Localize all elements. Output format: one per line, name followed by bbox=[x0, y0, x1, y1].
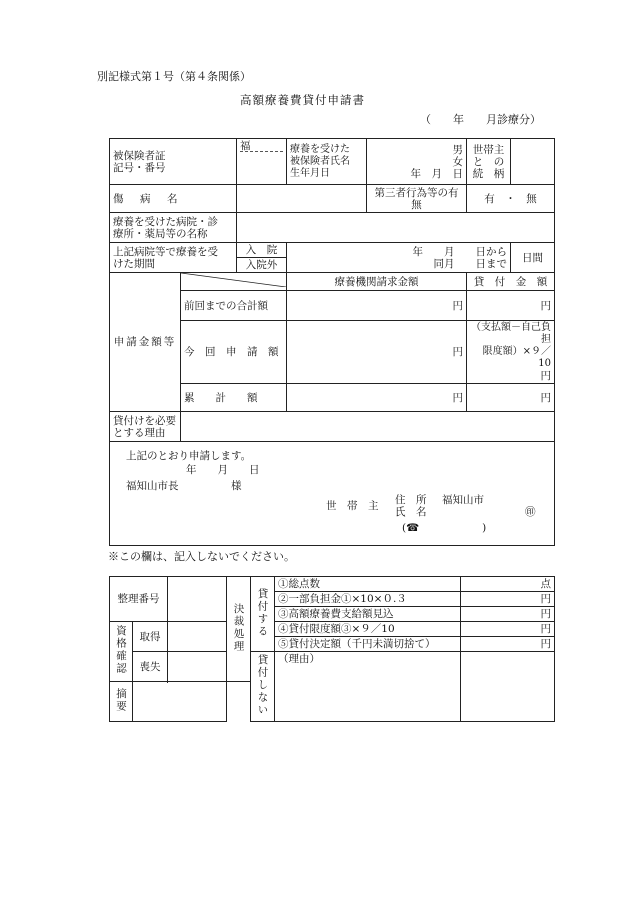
prev-loan-field[interactable]: 円 bbox=[467, 291, 555, 321]
claim-header: 療養機関請求金額 bbox=[287, 273, 467, 291]
page-title: 高額療養費貸付申請書 bbox=[240, 93, 365, 107]
birth-date: 年 月 日 bbox=[410, 167, 463, 180]
apply-date[interactable]: 年 月 日 bbox=[186, 464, 260, 476]
period-note: （ 年 月診療分） bbox=[420, 113, 541, 126]
summary-field[interactable] bbox=[133, 682, 227, 722]
item-value-1[interactable]: 円 bbox=[461, 592, 555, 607]
office-table bbox=[109, 576, 555, 722]
office-reason-label: （理由） bbox=[278, 653, 320, 665]
row-prev-label: 前回までの合計額 bbox=[181, 291, 287, 321]
acquire-label: 取得 bbox=[133, 622, 168, 652]
summary-label: 摘要 bbox=[110, 682, 133, 722]
patient-field[interactable] bbox=[367, 139, 467, 185]
signature-area bbox=[110, 442, 555, 546]
total-claim-field[interactable]: 円 bbox=[287, 384, 467, 412]
name-label: 氏 名 bbox=[395, 506, 427, 518]
outpatient-label: 入院外 bbox=[237, 258, 287, 273]
reason-field[interactable] bbox=[181, 412, 555, 442]
insured-number-field[interactable] bbox=[237, 139, 287, 185]
phone-field[interactable]: (☎ ) bbox=[402, 522, 487, 534]
item-label-2: ③高額療養費支給額見込 bbox=[275, 607, 461, 622]
item-value-0[interactable]: 点 bbox=[461, 577, 555, 592]
period-to: 同月 日まで bbox=[433, 257, 507, 270]
loan-formula: （支払額－自己負担 限度額）×９／10 bbox=[471, 322, 551, 369]
insured-label: 被保険者証 記号・番号 bbox=[110, 139, 237, 185]
relation-label: 世帯主 と の 続 柄 bbox=[467, 139, 511, 185]
item-label-3: ④貸付限度額③×９／10 bbox=[275, 622, 461, 637]
no-lend-label: 貸付しない bbox=[251, 652, 275, 722]
address-field[interactable]: 福知山市 bbox=[442, 494, 484, 506]
reason-cell[interactable] bbox=[275, 652, 461, 722]
third-party-value[interactable]: 有 ・ 無 bbox=[467, 185, 555, 213]
loan-header: 貸 付 金 額 bbox=[467, 273, 555, 291]
diagonal-cell bbox=[181, 273, 287, 291]
mayor-line: 福知山市長 様 bbox=[126, 480, 242, 492]
acquire-field[interactable] bbox=[168, 622, 227, 652]
period-from: 年 月 日から bbox=[412, 245, 507, 258]
apply-text: 上記のとおり申請します。 bbox=[126, 450, 252, 462]
third-party-label: 第三者行為等の有無 bbox=[367, 185, 467, 213]
decision-label: 決裁処理 bbox=[227, 577, 251, 682]
total-loan-field[interactable]: 円 bbox=[467, 384, 555, 412]
item-label-0: ①総点数 bbox=[275, 577, 461, 592]
current-loan-field[interactable]: （支払額－自己負担 限度額）×９／10 円 bbox=[467, 321, 555, 384]
insured-prefix: 福 bbox=[240, 140, 283, 152]
item-value-4[interactable]: 円 bbox=[461, 637, 555, 652]
qualify-label: 資格確認 bbox=[110, 622, 133, 682]
amount-label: 申請金額等 bbox=[110, 273, 181, 412]
period-field[interactable] bbox=[287, 243, 511, 273]
disease-label: 傷 病 名 bbox=[110, 185, 237, 213]
row-current-label: 今 回 申 請 額 bbox=[181, 321, 287, 384]
lend-label: 貸付する bbox=[251, 577, 275, 652]
reason-label: 貸付けを必要 とする理由 bbox=[110, 412, 181, 442]
ref-no-field[interactable] bbox=[168, 577, 227, 622]
patient-label: 療養を受けた 被保険者氏名 生年月日 bbox=[287, 139, 367, 185]
reason-extra-cell[interactable] bbox=[461, 652, 555, 722]
item-label-1: ②一部負担金①×10×０.３ bbox=[275, 592, 461, 607]
application-table bbox=[109, 138, 555, 546]
lose-field[interactable] bbox=[168, 652, 227, 682]
ref-no-label: 整理番号 bbox=[110, 577, 168, 622]
current-claim-field[interactable]: 円 bbox=[287, 321, 467, 384]
row-total-label: 累 計 額 bbox=[181, 384, 287, 412]
lose-label: 喪失 bbox=[133, 652, 168, 682]
item-value-2[interactable]: 円 bbox=[461, 607, 555, 622]
householder-label: 世 帯 主 bbox=[326, 500, 379, 512]
relation-field[interactable] bbox=[511, 139, 555, 185]
office-note: ※この欄は、記入しないでください。 bbox=[108, 550, 295, 563]
days-label: 日間 bbox=[511, 243, 555, 273]
hospital-field[interactable] bbox=[237, 213, 555, 243]
disease-field[interactable] bbox=[237, 185, 367, 213]
form-label: 別記様式第１号（第４条関係） bbox=[97, 70, 251, 83]
item-value-3[interactable]: 円 bbox=[461, 622, 555, 637]
diagonal-line bbox=[181, 273, 286, 287]
address-label: 住 所 bbox=[395, 494, 427, 506]
period-label: 上記病院等で療養を受 けた期間 bbox=[110, 243, 237, 273]
gender: 男 女 bbox=[452, 143, 463, 168]
prev-claim-field[interactable]: 円 bbox=[287, 291, 467, 321]
item-label-4: ⑤貸付決定額（千円未満切捨て） bbox=[275, 637, 461, 652]
inpatient-label: 入 院 bbox=[237, 243, 287, 258]
hospital-label: 療養を受けた病院・診 療所・薬局等の名称 bbox=[110, 213, 237, 243]
seal-icon: ㊞ bbox=[525, 506, 536, 518]
